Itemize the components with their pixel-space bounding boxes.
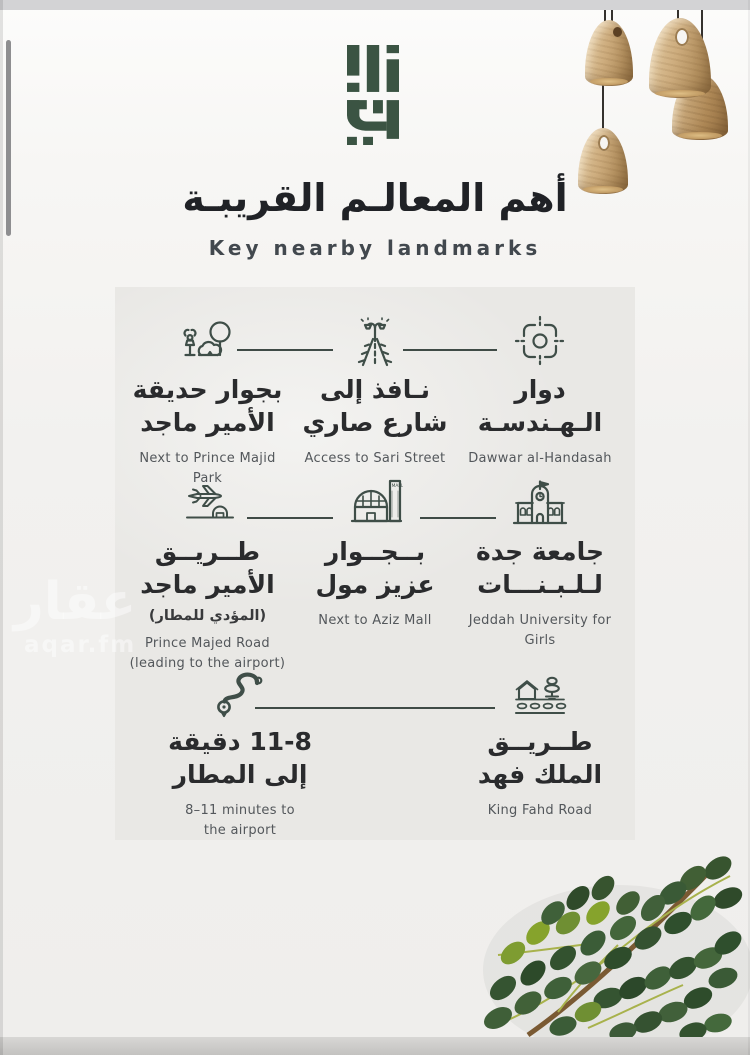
- landmark-title-ar: جامعة جدة لـلـبـنـــات: [475, 537, 605, 599]
- brand-logo-kufic-icon: [347, 45, 399, 149]
- landmark-title-en: Next to Aziz Mall: [318, 613, 432, 628]
- landmark-title-ar: طــريــق الأمير ماجد: [140, 537, 275, 599]
- watermark-latin: aqar.fm: [24, 632, 137, 658]
- photo-left-edge: [0, 0, 3, 1055]
- landmark-title-ar: نـافذ إلى شارع صاري: [302, 375, 448, 437]
- landmark-item: [460, 311, 620, 469]
- landmark-title-en: Dawwar al-Handasah: [468, 451, 612, 466]
- landmark-title-ar: بجوار حديقة الأمير ماجد: [132, 375, 283, 437]
- university-icon: [460, 473, 620, 529]
- green-leaf-branch: [468, 840, 750, 1044]
- landmarks-panel: [115, 287, 635, 840]
- page-title-arabic: أهم المعالـم القريبـة: [182, 176, 568, 220]
- pendant-lamp: [672, 74, 728, 140]
- mall-sign-text: MALL: [391, 483, 403, 489]
- mall-icon: [295, 473, 455, 529]
- photo-bottom-edge: [0, 1037, 750, 1055]
- landmark-title-ar: 11-8 دقيقة إلى المطار: [168, 727, 312, 789]
- lamp-cord: [611, 8, 613, 58]
- landmark-item: [460, 473, 620, 650]
- pendant-lamp: [585, 20, 633, 86]
- landmark-title-en: Jeddah University for Girls: [468, 613, 612, 648]
- scrollbar-thumb[interactable]: [6, 40, 11, 236]
- landmark-title-ar: طــريــق الملك فهد: [477, 727, 603, 789]
- landmark-title-en: Access to Sari Street: [304, 451, 446, 466]
- landmark-note-ar: (المؤدي للمطار): [148, 608, 267, 624]
- landmark-title-en: King Fahd Road: [487, 803, 593, 818]
- landmark-title-en: Prince Majed Road (leading to the airport): [129, 636, 286, 671]
- park-icon: [125, 311, 290, 367]
- airplane-icon: [125, 473, 290, 529]
- landmark-item: [125, 473, 290, 673]
- photo-top-edge: [0, 0, 750, 10]
- landmark-item: [140, 663, 340, 840]
- street-icon: [295, 311, 455, 367]
- landmark-title-ar: بــجــوار عزيز مول: [315, 537, 435, 599]
- landmark-title-en: Next to Prince Majid Park: [139, 451, 276, 486]
- landmark-item: [295, 311, 455, 469]
- lamp-cord: [701, 8, 703, 76]
- watermark-arabic: عقار: [13, 572, 137, 632]
- page-title-english: Key nearby landmarks: [208, 236, 542, 260]
- landmark-item: [460, 663, 620, 821]
- winding-road-icon: [140, 663, 340, 719]
- roundabout-icon: [460, 311, 620, 367]
- landmark-item: [125, 311, 290, 488]
- pendant-lamp: [649, 18, 711, 98]
- road-buildings-icon: [460, 663, 620, 719]
- lamp-cord: [677, 8, 679, 22]
- landmark-item: [295, 473, 455, 631]
- lamp-cord: [602, 84, 604, 130]
- landmark-title-en: 8–11 minutes to the airport: [185, 803, 295, 838]
- lamp-cord: [604, 8, 606, 58]
- landmark-title-ar: دوار الـهـندسـة: [477, 375, 603, 437]
